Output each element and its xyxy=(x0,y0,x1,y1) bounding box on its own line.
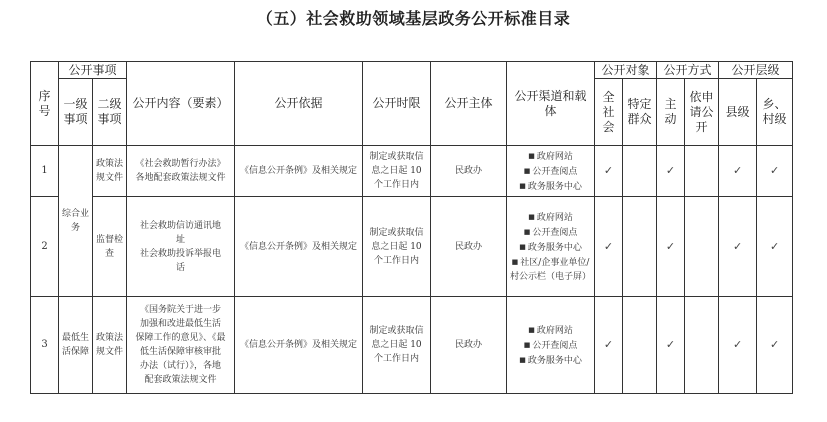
content-line: 办法（试行）》，各地 xyxy=(140,361,222,371)
header-level2: 二级事项 xyxy=(93,79,127,146)
content-line: 话 xyxy=(176,262,186,273)
check-method-request xyxy=(685,146,719,197)
header-index: 序号 xyxy=(31,62,59,146)
check-level-township: ✓ xyxy=(757,297,793,394)
check-target-specific xyxy=(623,197,657,297)
channel-item: ■ 公开查阅点 xyxy=(509,338,592,353)
page-title: （五）社会救助领域基层政务公开标准目录 xyxy=(256,9,571,28)
time-line: 个工作日内 xyxy=(374,354,420,364)
content-line: 社会救助信访通讯地 xyxy=(140,220,222,231)
channel-item: ■ 政务服务中心 xyxy=(509,240,592,255)
channel-item: ■ 政务服务中心 xyxy=(509,179,592,194)
time-line: 息之日起 10 xyxy=(371,340,422,350)
content-cell xyxy=(127,197,235,297)
header-matter-group: 公开事项 xyxy=(59,62,127,79)
check-level-county: ✓ xyxy=(719,197,757,297)
time-line: 息之日起 10 xyxy=(371,166,422,176)
content-line: 址 xyxy=(176,234,186,245)
content-line: 配套政策法规文件 xyxy=(144,375,217,385)
time-line: 息之日起 10 xyxy=(371,241,422,252)
header-level1: 一级事项 xyxy=(59,79,93,146)
time-cell xyxy=(363,146,431,197)
content-line: 社会救助投诉举报电 xyxy=(140,248,222,259)
time-cell xyxy=(363,197,431,297)
basis-cell: 《信息公开条例》及相关规定 xyxy=(235,146,363,197)
content-cell xyxy=(127,297,235,394)
check-method-active: ✓ xyxy=(657,197,685,297)
check-method-active: ✓ xyxy=(657,297,685,394)
header-level-township: 乡、村级 xyxy=(757,79,793,146)
table-row xyxy=(31,297,793,394)
channel-item: ■ 政府网站 xyxy=(509,149,592,164)
subject-cell: 民政办 xyxy=(431,197,507,297)
content-cell xyxy=(127,146,235,197)
check-method-request xyxy=(685,297,719,394)
row-index: 1 xyxy=(31,146,59,197)
row-index: 2 xyxy=(31,197,59,297)
header-time: 公开时限 xyxy=(363,62,431,146)
check-target-all: ✓ xyxy=(595,297,623,394)
time-line: 制定或获取信 xyxy=(369,227,424,238)
header-level-group: 公开层级 xyxy=(719,62,793,79)
time-line: 制定或获取信 xyxy=(369,326,424,336)
header-channel: 公开渠道和载体 xyxy=(507,62,595,146)
check-level-county: ✓ xyxy=(719,297,757,394)
header-basis: 公开依据 xyxy=(235,62,363,146)
table-row xyxy=(31,146,793,197)
check-level-township: ✓ xyxy=(757,146,793,197)
channel-item: ■ 社区/企事业单位/村公示栏（电子屏） xyxy=(509,255,592,284)
channel-item: ■ 公开查阅点 xyxy=(509,164,592,179)
content-line: 《社会救助暂行办法》 xyxy=(135,159,226,169)
channel-item: ■ 公开查阅点 xyxy=(509,225,592,240)
channel-item: ■ 政务服务中心 xyxy=(509,353,592,368)
header-row xyxy=(31,62,793,79)
header-level-county: 县级 xyxy=(719,79,757,146)
content-line: 保障工作的意见》、《最 xyxy=(135,333,226,343)
level2-cell: 政策法规文件 xyxy=(93,297,127,394)
catalog-table xyxy=(30,61,793,394)
check-target-all: ✓ xyxy=(595,197,623,297)
channel-item: ■ 政府网站 xyxy=(509,323,592,338)
level1-cell: 综合业务 xyxy=(59,146,93,297)
subject-cell: 民政办 xyxy=(431,297,507,394)
channel-cell xyxy=(507,197,595,297)
channel-cell xyxy=(507,297,595,394)
header-method-group: 公开方式 xyxy=(657,62,719,79)
header-method-active: 主动 xyxy=(657,79,685,146)
header-subject: 公开主体 xyxy=(431,62,507,146)
channel-cell xyxy=(507,146,595,197)
time-cell xyxy=(363,297,431,394)
time-line: 个工作日内 xyxy=(374,180,420,190)
row-index: 3 xyxy=(31,297,59,394)
level2-cell: 监督检查 xyxy=(93,197,127,297)
time-line: 个工作日内 xyxy=(374,255,420,266)
check-target-specific xyxy=(623,297,657,394)
table-row xyxy=(31,197,793,297)
check-method-active: ✓ xyxy=(657,146,685,197)
level1-cell: 最低生活保障 xyxy=(59,297,93,394)
subject-cell: 民政办 xyxy=(431,146,507,197)
header-target-all: 全社会 xyxy=(595,79,623,146)
check-level-county: ✓ xyxy=(719,146,757,197)
basis-cell: 《信息公开条例》及相关规定 xyxy=(235,297,363,394)
basis-cell: 《信息公开条例》及相关规定 xyxy=(235,197,363,297)
header-method-request: 依申请公开 xyxy=(685,79,719,146)
header-content: 公开内容（要素） xyxy=(127,62,235,146)
header-target-group: 公开对象 xyxy=(595,62,657,79)
time-line: 制定或获取信 xyxy=(369,152,424,162)
content-line: 加强和改进最低生活 xyxy=(140,319,222,329)
level2-cell: 政策法规文件 xyxy=(93,146,127,197)
check-target-all: ✓ xyxy=(595,146,623,197)
content-line: 各地配套政策法规文件 xyxy=(135,173,226,183)
header-target-specific: 特定群众 xyxy=(623,79,657,146)
check-method-request xyxy=(685,197,719,297)
check-level-township: ✓ xyxy=(757,197,793,297)
check-target-specific xyxy=(623,146,657,197)
content-line: 《国务院关于进一步 xyxy=(140,305,222,315)
channel-item: ■ 政府网站 xyxy=(509,210,592,225)
content-line: 低生活保障审核审批 xyxy=(140,347,222,357)
